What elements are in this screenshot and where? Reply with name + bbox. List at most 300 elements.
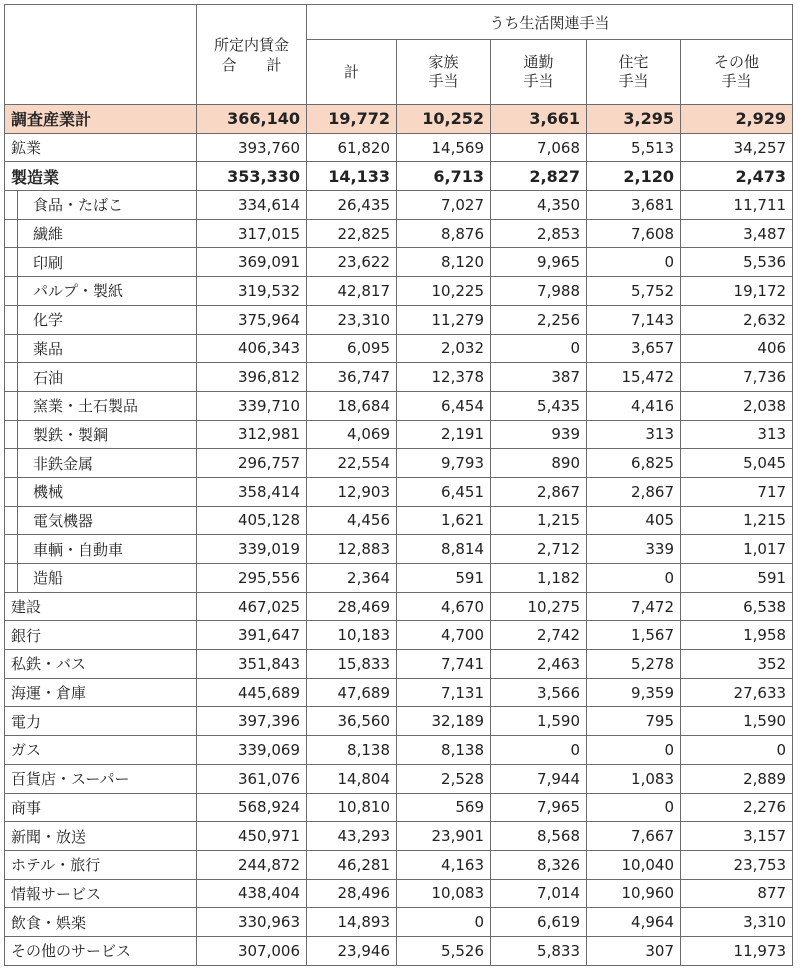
table-row: [5, 363, 793, 392]
value-cell-subtotal: 47,689: [307, 678, 397, 707]
row-label: [5, 764, 197, 793]
row-label-text: 非鉄金属: [33, 454, 94, 473]
value-cell-total: 330,963: [197, 908, 307, 937]
value-cell-family: 10,252: [397, 105, 491, 134]
value-cell-total: 317,015: [197, 219, 307, 248]
row-label: [5, 363, 197, 392]
row-label-text: 商事: [11, 798, 42, 817]
value-cell-housing: 2,120: [587, 162, 681, 191]
row-label: [5, 621, 197, 650]
table-row: [5, 678, 793, 707]
value-cell-total: 397,396: [197, 707, 307, 736]
value-cell-housing: 3,295: [587, 105, 681, 134]
value-cell-commute: 7,944: [491, 764, 587, 793]
table-row: [5, 191, 793, 220]
value-cell-housing: 795: [587, 707, 681, 736]
value-cell-subtotal: 28,496: [307, 879, 397, 908]
value-cell-other: 2,473: [681, 162, 793, 191]
indent-line: [17, 248, 18, 277]
table-row: [5, 305, 793, 334]
value-cell-commute: 3,661: [491, 105, 587, 134]
table-row: [5, 105, 793, 134]
value-cell-family: 9,793: [397, 449, 491, 478]
value-cell-housing: 1,567: [587, 621, 681, 650]
value-cell-family: 569: [397, 793, 491, 822]
row-label-text: 製鉄・製鋼: [33, 425, 109, 444]
row-label-text: 私鉄・バス: [11, 655, 87, 674]
value-cell-other: 591: [681, 564, 793, 593]
row-label: [5, 506, 197, 535]
row-label: [5, 133, 197, 162]
row-label-text: その他のサービス: [11, 942, 132, 961]
value-cell-other: 6,538: [681, 592, 793, 621]
row-label: [5, 707, 197, 736]
value-cell-housing: 2,867: [587, 477, 681, 506]
value-cell-housing: 313: [587, 420, 681, 449]
row-label: [5, 678, 197, 707]
value-cell-commute: 7,965: [491, 793, 587, 822]
value-cell-subtotal: 61,820: [307, 133, 397, 162]
value-cell-subtotal: 10,810: [307, 793, 397, 822]
table-row: [5, 764, 793, 793]
value-cell-housing: 0: [587, 793, 681, 822]
value-cell-total: 393,760: [197, 133, 307, 162]
value-cell-other: 7,736: [681, 363, 793, 392]
value-cell-family: 7,741: [397, 650, 491, 679]
table-row: [5, 391, 793, 420]
value-cell-family: 4,163: [397, 850, 491, 879]
value-cell-family: 591: [397, 564, 491, 593]
value-cell-commute: 939: [491, 420, 587, 449]
row-label-text: 調査産業計: [11, 110, 92, 130]
value-cell-family: 6,454: [397, 391, 491, 420]
value-cell-subtotal: 22,825: [307, 219, 397, 248]
table-row: [5, 477, 793, 506]
value-cell-subtotal: 4,069: [307, 420, 397, 449]
value-cell-total: 358,414: [197, 477, 307, 506]
sub-header-family: [397, 40, 491, 105]
table-row: [5, 449, 793, 478]
row-label: [5, 248, 197, 277]
value-cell-total: 405,128: [197, 506, 307, 535]
value-cell-housing: 7,472: [587, 592, 681, 621]
value-cell-total: 375,964: [197, 305, 307, 334]
value-cell-family: 10,225: [397, 277, 491, 306]
sub-header-line2: 手当: [523, 72, 554, 90]
row-label-text: 飲食・娯楽: [11, 913, 87, 932]
value-cell-subtotal: 22,554: [307, 449, 397, 478]
table-row: [5, 850, 793, 879]
value-cell-other: 11,711: [681, 191, 793, 220]
table-row: [5, 650, 793, 679]
table-row: [5, 506, 793, 535]
value-cell-total: 339,019: [197, 535, 307, 564]
row-label-text: 海運・倉庫: [11, 684, 87, 703]
value-cell-commute: 3,566: [491, 678, 587, 707]
value-cell-housing: 7,143: [587, 305, 681, 334]
value-cell-housing: 7,608: [587, 219, 681, 248]
value-cell-subtotal: 26,435: [307, 191, 397, 220]
value-cell-total: 339,069: [197, 736, 307, 765]
value-cell-other: 352: [681, 650, 793, 679]
value-cell-total: 339,710: [197, 391, 307, 420]
row-label: [5, 650, 197, 679]
value-cell-housing: 5,752: [587, 277, 681, 306]
value-cell-total: 353,330: [197, 162, 307, 191]
row-label: [5, 277, 197, 306]
value-cell-commute: 387: [491, 363, 587, 392]
row-label-text: 鉱業: [11, 139, 42, 158]
value-cell-other: 11,973: [681, 936, 793, 965]
row-label-text: 建設: [11, 598, 42, 617]
value-cell-housing: 9,359: [587, 678, 681, 707]
value-cell-subtotal: 43,293: [307, 822, 397, 851]
indent-line: [17, 535, 18, 564]
value-cell-other: 5,536: [681, 248, 793, 277]
row-label-text: 電力: [11, 712, 42, 731]
row-label-text: 百貨店・スーパー: [11, 770, 130, 789]
row-label: [5, 391, 197, 420]
value-cell-housing: 0: [587, 564, 681, 593]
value-cell-housing: 0: [587, 248, 681, 277]
table-row: [5, 621, 793, 650]
value-cell-other: 1,590: [681, 707, 793, 736]
value-cell-commute: 2,256: [491, 305, 587, 334]
sub-header-line1: その他: [714, 53, 760, 71]
value-cell-housing: 0: [587, 736, 681, 765]
value-cell-other: 27,633: [681, 678, 793, 707]
value-cell-commute: 9,965: [491, 248, 587, 277]
row-label-text: パルプ・製紙: [33, 282, 124, 301]
row-label: [5, 334, 197, 363]
row-label: [5, 736, 197, 765]
value-cell-subtotal: 15,833: [307, 650, 397, 679]
row-label-text: 繊維: [33, 225, 64, 244]
value-cell-family: 8,876: [397, 219, 491, 248]
sub-header-other: [681, 40, 793, 105]
indent-line: [17, 334, 18, 363]
value-cell-housing: 4,964: [587, 908, 681, 937]
table-row: [5, 248, 793, 277]
value-cell-other: 2,889: [681, 764, 793, 793]
total-wage-header-line1: 所定内賃金: [213, 36, 289, 54]
value-cell-housing: 5,513: [587, 133, 681, 162]
value-cell-commute: 2,742: [491, 621, 587, 650]
row-label-text: 食品・たばこ: [33, 196, 124, 215]
value-cell-commute: 2,867: [491, 477, 587, 506]
value-cell-commute: 1,182: [491, 564, 587, 593]
sub-header-line2: 手当: [721, 72, 752, 90]
indent-line: [17, 219, 18, 248]
value-cell-subtotal: 36,560: [307, 707, 397, 736]
value-cell-total: 396,812: [197, 363, 307, 392]
indent-line: [17, 391, 18, 420]
value-cell-total: 307,006: [197, 936, 307, 965]
value-cell-family: 0: [397, 908, 491, 937]
row-label: [5, 535, 197, 564]
value-cell-commute: 7,068: [491, 133, 587, 162]
table-row: [5, 420, 793, 449]
indent-line: [17, 564, 18, 593]
value-cell-subtotal: 28,469: [307, 592, 397, 621]
sub-header-line1: 通勤: [523, 53, 554, 71]
table-row: [5, 908, 793, 937]
value-cell-other: 3,157: [681, 822, 793, 851]
row-label-text: 電気機器: [33, 511, 94, 530]
indent-line: [17, 477, 18, 506]
row-label: [5, 592, 197, 621]
value-cell-commute: 0: [491, 736, 587, 765]
value-cell-total: 467,025: [197, 592, 307, 621]
indent-line: [17, 305, 18, 334]
value-cell-total: 361,076: [197, 764, 307, 793]
row-label-text: 造船: [33, 569, 64, 588]
value-cell-housing: 3,657: [587, 334, 681, 363]
value-cell-other: 2,929: [681, 105, 793, 134]
row-label-text: 銀行: [11, 626, 42, 645]
row-label-text: 薬品: [33, 339, 64, 358]
value-cell-housing: 6,825: [587, 449, 681, 478]
value-cell-other: 34,257: [681, 133, 793, 162]
table-row: [5, 219, 793, 248]
value-cell-family: 8,138: [397, 736, 491, 765]
value-cell-total: 391,647: [197, 621, 307, 650]
value-cell-housing: 10,960: [587, 879, 681, 908]
value-cell-commute: 7,014: [491, 879, 587, 908]
value-cell-housing: 405: [587, 506, 681, 535]
value-cell-subtotal: 19,772: [307, 105, 397, 134]
value-cell-family: 5,526: [397, 936, 491, 965]
value-cell-commute: 6,619: [491, 908, 587, 937]
value-cell-housing: 15,472: [587, 363, 681, 392]
corner-cell: [5, 5, 197, 105]
value-cell-other: 5,045: [681, 449, 793, 478]
value-cell-other: 3,310: [681, 908, 793, 937]
row-label-text: 機械: [33, 483, 64, 502]
value-cell-family: 1,621: [397, 506, 491, 535]
value-cell-family: 6,713: [397, 162, 491, 191]
value-cell-subtotal: 18,684: [307, 391, 397, 420]
indent-line: [17, 363, 18, 392]
row-label: [5, 191, 197, 220]
sub-header-line2: 手当: [428, 72, 459, 90]
indent-line: [17, 277, 18, 306]
total-wage-header-line2: 合 計: [221, 56, 282, 74]
sub-header-line2: 手当: [618, 72, 649, 90]
allowance-table: [4, 4, 793, 966]
value-cell-housing: 3,681: [587, 191, 681, 220]
value-cell-other: 1,958: [681, 621, 793, 650]
indent-line: [17, 420, 18, 449]
value-cell-family: 23,901: [397, 822, 491, 851]
value-cell-total: 438,404: [197, 879, 307, 908]
value-cell-family: 32,189: [397, 707, 491, 736]
row-label: [5, 793, 197, 822]
value-cell-family: 11,279: [397, 305, 491, 334]
value-cell-family: 7,027: [397, 191, 491, 220]
row-label-text: 化学: [33, 311, 64, 330]
value-cell-other: 1,215: [681, 506, 793, 535]
value-cell-subtotal: 42,817: [307, 277, 397, 306]
row-label: [5, 449, 197, 478]
value-cell-housing: 4,416: [587, 391, 681, 420]
value-cell-housing: 339: [587, 535, 681, 564]
value-cell-commute: 5,435: [491, 391, 587, 420]
row-label-text: 情報サービス: [11, 884, 102, 903]
value-cell-subtotal: 8,138: [307, 736, 397, 765]
value-cell-subtotal: 10,183: [307, 621, 397, 650]
value-cell-family: 4,670: [397, 592, 491, 621]
value-cell-subtotal: 23,310: [307, 305, 397, 334]
value-cell-commute: 8,326: [491, 850, 587, 879]
value-cell-other: 2,632: [681, 305, 793, 334]
row-label: [5, 477, 197, 506]
value-cell-family: 6,451: [397, 477, 491, 506]
table-row: [5, 277, 793, 306]
sub-header-line1: 住宅: [618, 53, 649, 71]
value-cell-total: 319,532: [197, 277, 307, 306]
value-cell-other: 2,276: [681, 793, 793, 822]
value-cell-family: 14,569: [397, 133, 491, 162]
value-cell-housing: 307: [587, 936, 681, 965]
row-label-text: ホテル・旅行: [11, 856, 101, 875]
value-cell-subtotal: 23,946: [307, 936, 397, 965]
value-cell-family: 2,032: [397, 334, 491, 363]
value-cell-other: 23,753: [681, 850, 793, 879]
value-cell-subtotal: 6,095: [307, 334, 397, 363]
value-cell-commute: 8,568: [491, 822, 587, 851]
value-cell-other: 2,038: [681, 391, 793, 420]
row-label: [5, 850, 197, 879]
value-cell-commute: 4,350: [491, 191, 587, 220]
row-label: [5, 908, 197, 937]
value-cell-commute: 10,275: [491, 592, 587, 621]
value-cell-family: 2,191: [397, 420, 491, 449]
row-label: [5, 564, 197, 593]
value-cell-subtotal: 12,903: [307, 477, 397, 506]
table-row: [5, 133, 793, 162]
sub-header-subtotal: [307, 40, 397, 105]
value-cell-subtotal: 14,804: [307, 764, 397, 793]
value-cell-other: 19,172: [681, 277, 793, 306]
value-cell-total: 244,872: [197, 850, 307, 879]
value-cell-family: 4,700: [397, 621, 491, 650]
value-cell-commute: 0: [491, 334, 587, 363]
value-cell-total: 296,757: [197, 449, 307, 478]
value-cell-commute: 2,463: [491, 650, 587, 679]
value-cell-other: 313: [681, 420, 793, 449]
value-cell-total: 445,689: [197, 678, 307, 707]
value-cell-commute: 890: [491, 449, 587, 478]
value-cell-subtotal: 4,456: [307, 506, 397, 535]
row-label: [5, 822, 197, 851]
value-cell-total: 351,843: [197, 650, 307, 679]
value-cell-total: 334,614: [197, 191, 307, 220]
table-row: [5, 535, 793, 564]
living-allowance-group-header: うち生活関連手当: [307, 5, 793, 40]
indent-line: [17, 191, 18, 220]
indent-line: [17, 506, 18, 535]
row-label-text: 新聞・放送: [11, 827, 87, 846]
value-cell-family: 10,083: [397, 879, 491, 908]
value-cell-housing: 10,040: [587, 850, 681, 879]
indent-line: [17, 449, 18, 478]
table-row: [5, 162, 793, 191]
row-label: [5, 936, 197, 965]
value-cell-total: 295,556: [197, 564, 307, 593]
value-cell-family: 2,528: [397, 764, 491, 793]
table-row: [5, 936, 793, 965]
value-cell-commute: 1,215: [491, 506, 587, 535]
row-label: [5, 879, 197, 908]
value-cell-other: 3,487: [681, 219, 793, 248]
value-cell-family: 8,120: [397, 248, 491, 277]
value-cell-other: 877: [681, 879, 793, 908]
value-cell-commute: 2,827: [491, 162, 587, 191]
row-label-text: ガス: [11, 741, 42, 760]
row-label: [5, 305, 197, 334]
value-cell-housing: 5,278: [587, 650, 681, 679]
table-row: [5, 564, 793, 593]
sub-header-line1: 家族: [428, 53, 459, 71]
value-cell-total: 312,981: [197, 420, 307, 449]
sub-header-commute: [491, 40, 587, 105]
value-cell-commute: 1,590: [491, 707, 587, 736]
row-label-text: 石油: [33, 368, 64, 387]
value-cell-commute: 2,712: [491, 535, 587, 564]
table-row: [5, 793, 793, 822]
row-label-text: 印刷: [33, 253, 64, 272]
value-cell-family: 8,814: [397, 535, 491, 564]
table-row: [5, 707, 793, 736]
value-cell-subtotal: 23,622: [307, 248, 397, 277]
row-label: [5, 420, 197, 449]
value-cell-total: 369,091: [197, 248, 307, 277]
value-cell-subtotal: 14,133: [307, 162, 397, 191]
row-label: [5, 162, 197, 191]
value-cell-other: 406: [681, 334, 793, 363]
value-cell-family: 7,131: [397, 678, 491, 707]
value-cell-commute: 7,988: [491, 277, 587, 306]
table-row: [5, 592, 793, 621]
value-cell-family: 12,378: [397, 363, 491, 392]
value-cell-total: 366,140: [197, 105, 307, 134]
value-cell-other: 0: [681, 736, 793, 765]
table-row: [5, 736, 793, 765]
value-cell-subtotal: 36,747: [307, 363, 397, 392]
row-label: [5, 105, 197, 134]
value-cell-subtotal: 12,883: [307, 535, 397, 564]
table-row: [5, 334, 793, 363]
sub-header-housing: [587, 40, 681, 105]
value-cell-total: 406,343: [197, 334, 307, 363]
table-row: [5, 879, 793, 908]
value-cell-other: 1,017: [681, 535, 793, 564]
row-label-text: 製造業: [11, 167, 60, 187]
value-cell-total: 568,924: [197, 793, 307, 822]
value-cell-subtotal: 14,893: [307, 908, 397, 937]
row-label: [5, 219, 197, 248]
row-label-text: 車輌・自動車: [33, 540, 124, 559]
value-cell-housing: 7,667: [587, 822, 681, 851]
value-cell-commute: 2,853: [491, 219, 587, 248]
total-wage-header: [197, 5, 307, 105]
row-label-text: 窯業・土石製品: [33, 397, 139, 416]
value-cell-commute: 5,833: [491, 936, 587, 965]
value-cell-subtotal: 2,364: [307, 564, 397, 593]
value-cell-other: 717: [681, 477, 793, 506]
value-cell-housing: 1,083: [587, 764, 681, 793]
